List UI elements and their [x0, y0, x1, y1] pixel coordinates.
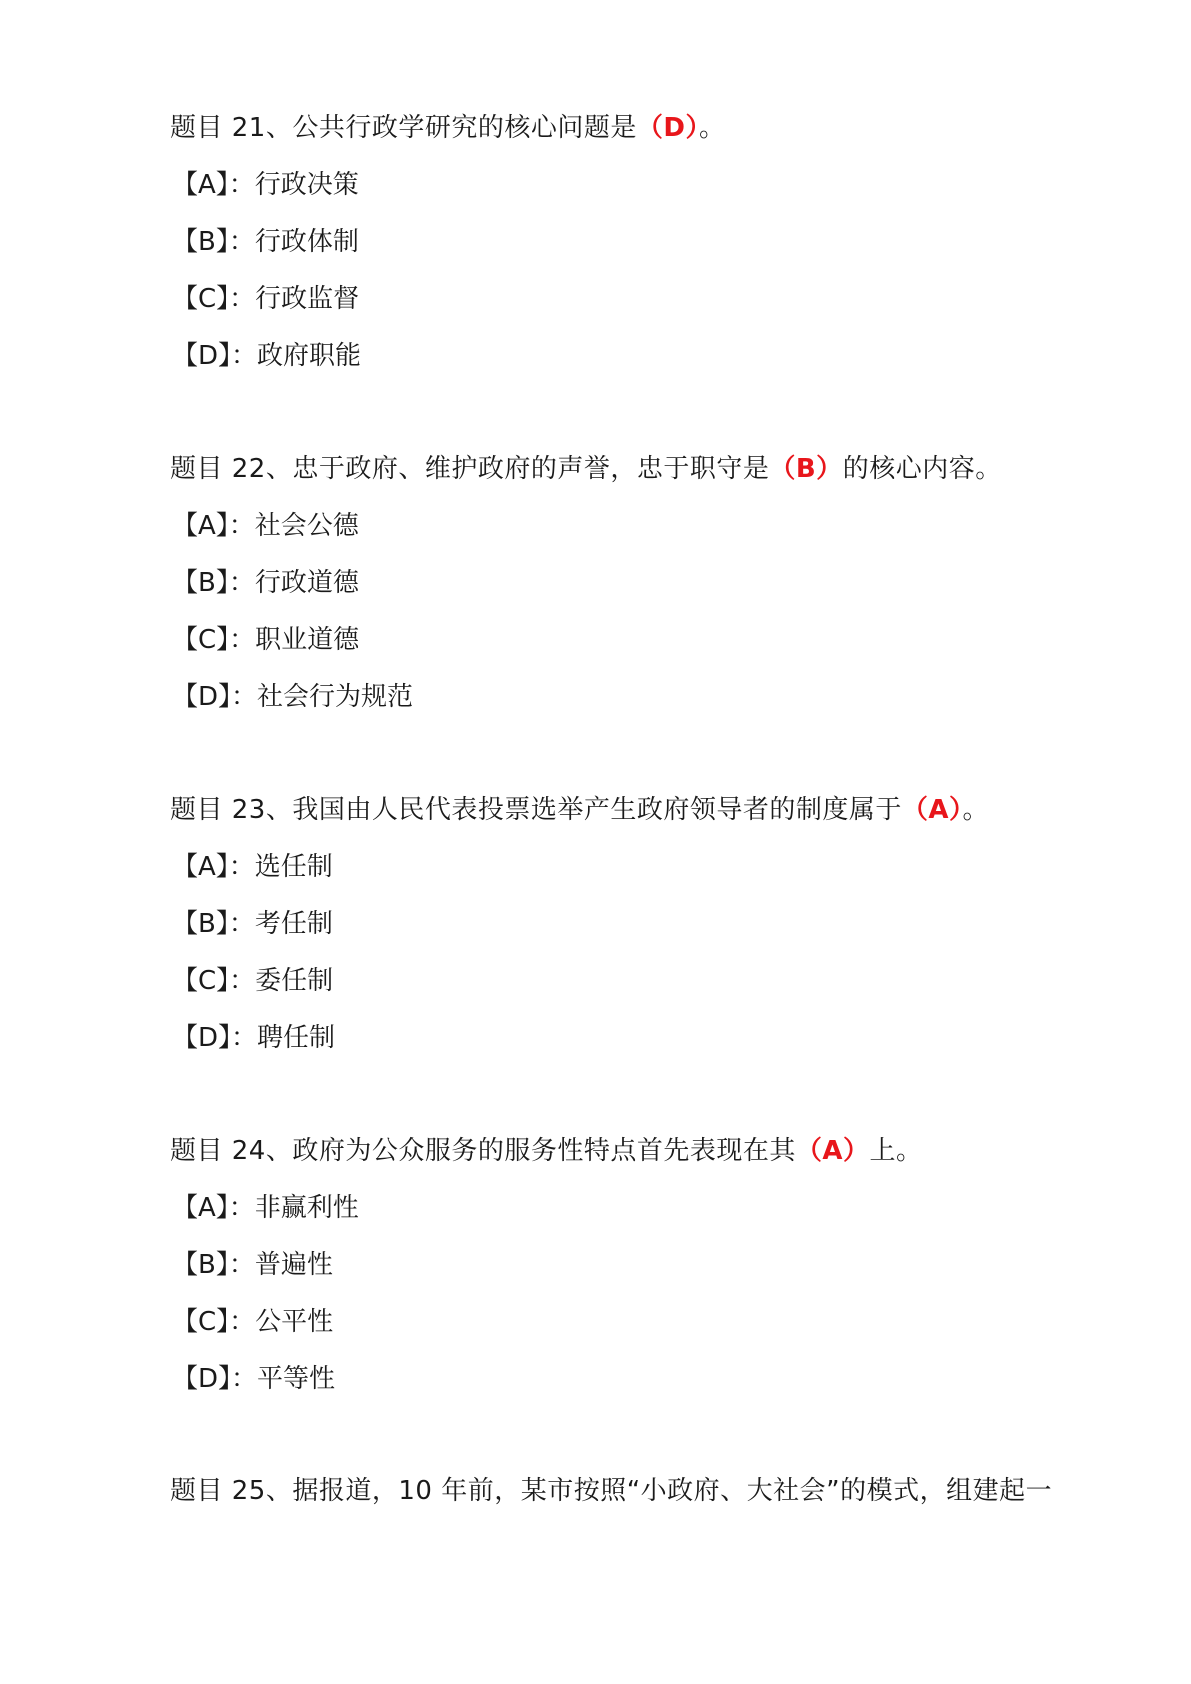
stem-tail: 上。: [869, 1136, 923, 1166]
option-b: 【B】：行政体制: [172, 227, 359, 257]
stem-tail: 的核心内容。: [842, 454, 1002, 484]
stem-text: 题目 24、政府为公众服务的服务性特点首先表现在其: [170, 1136, 796, 1166]
question-22: [170, 449, 1090, 717]
option-a: 【A】：行政决策: [172, 170, 359, 200]
option-c: 【C】：委任制: [172, 966, 334, 996]
stem-tail: 。: [698, 113, 726, 143]
option-d: 【D】：聘任制: [172, 1023, 336, 1053]
stem-tail: 。: [962, 795, 989, 825]
question-24: [170, 1131, 1090, 1399]
option-b: 【B】：行政道德: [172, 568, 359, 598]
question-stem: [170, 1131, 1090, 1171]
answer-mark: （A）: [795, 1136, 870, 1166]
option-c: 【C】：公平性: [172, 1307, 334, 1337]
stem-text: 题目 21、公共行政学研究的核心问题是: [170, 113, 637, 143]
option-a: 【A】：社会公德: [172, 511, 359, 541]
option-d: 【D】：平等性: [172, 1364, 336, 1394]
answer-mark: （A）: [901, 795, 963, 825]
question-stem: [170, 108, 1090, 148]
option-d: 【D】：政府职能: [172, 341, 362, 371]
question-stem: [170, 1471, 1090, 1511]
option-b: 【B】：普遍性: [172, 1250, 333, 1280]
question-21: [170, 108, 1090, 376]
option-d: 【D】：社会行为规范: [172, 682, 414, 712]
option-a: 【A】：选任制: [172, 852, 333, 882]
stem-text: 题目 23、我国由人民代表投票选举产生政府领导者的制度属于: [170, 795, 902, 825]
answer-mark: （D）: [636, 113, 699, 143]
option-c: 【C】：职业道德: [172, 625, 360, 655]
question-25: [170, 1471, 1090, 1511]
question-23: [170, 790, 1090, 1058]
stem-text: 题目 22、忠于政府、维护政府的声誉，忠于职守是: [170, 454, 770, 484]
option-c: 【C】：行政监督: [172, 284, 360, 314]
option-b: 【B】：考任制: [172, 909, 333, 939]
question-stem: [170, 449, 1090, 489]
option-a: 【A】：非赢利性: [172, 1193, 359, 1223]
stem-text: 题目 25、据报道，10 年前，某市按照“小政府、大社会”的模式，组建起一: [170, 1476, 1053, 1506]
question-stem: [170, 790, 1090, 830]
answer-mark: （B）: [769, 454, 843, 484]
